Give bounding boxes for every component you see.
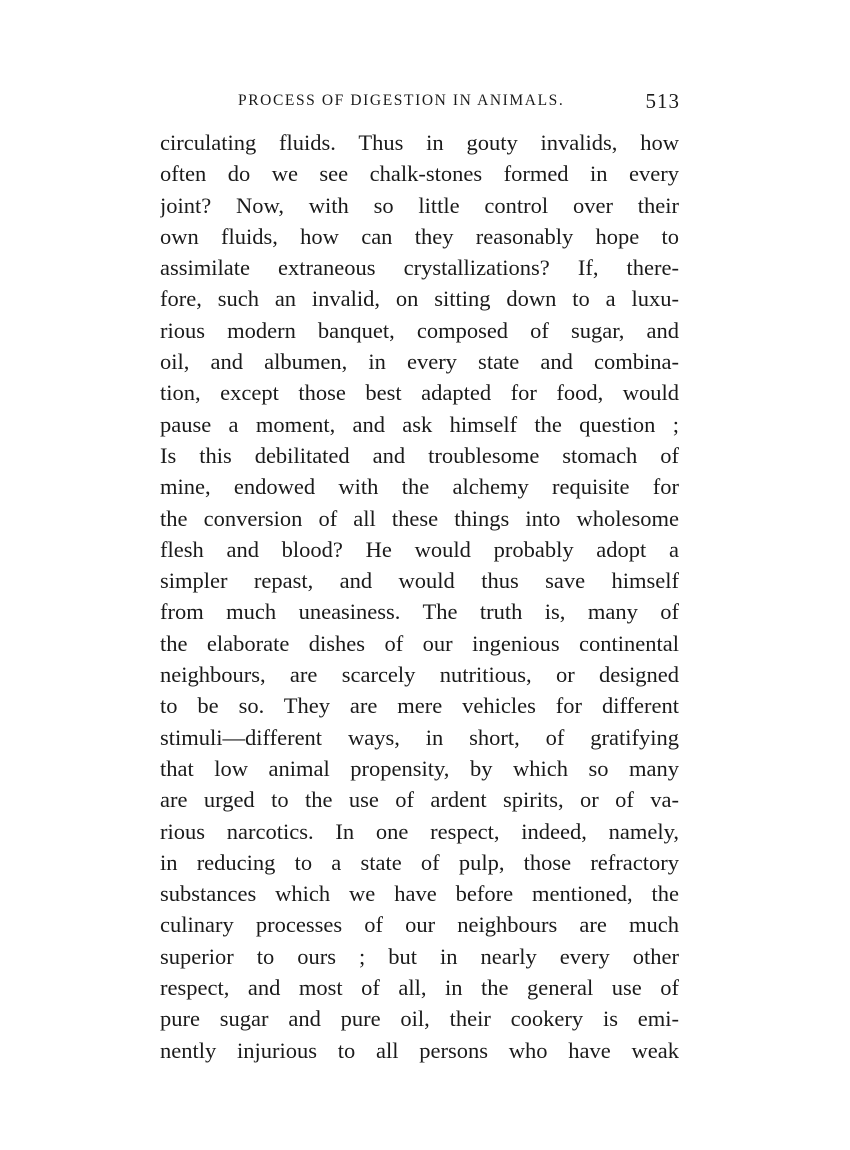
- page-number: 513: [645, 89, 680, 113]
- body-text: [160, 127, 679, 1066]
- text-line: the elaborate dishes of our ingenious continental: [160, 630, 679, 656]
- text-line: joint? Now, with so little control over their: [160, 192, 679, 218]
- text-line: fore, such an invalid, on sitting down to a luxu-: [160, 286, 679, 312]
- text-line: respect, and most of all, in the general use of: [160, 975, 679, 1001]
- text-line: Is this debilitated and troublesome stomach of: [160, 442, 679, 468]
- text-line: culinary processes of our neighbours are much: [160, 912, 679, 938]
- text-line: tion, except those best adapted for food, would: [160, 380, 679, 406]
- text-line: pure sugar and pure oil, their cookery is emi-: [160, 1006, 679, 1032]
- text-line: own fluids, how can they reasonably hope to: [160, 223, 679, 249]
- text-line: neighbours, are scarcely nutritious, or designed: [160, 662, 679, 688]
- text-line: superior to ours ; but in nearly every other: [160, 943, 679, 969]
- text-line: substances which we have before mentioned, the: [160, 881, 679, 907]
- text-line: rious narcotics. In one respect, indeed, namely,: [160, 818, 679, 844]
- text-line: that low animal propensity, by which so many: [160, 755, 679, 781]
- text-line: simpler repast, and would thus save himself: [160, 568, 679, 594]
- text-line: from much uneasiness. The truth is, many of: [160, 599, 679, 625]
- text-line: assimilate extraneous crystallizations? If, there-: [160, 255, 679, 281]
- text-line: often do we see chalk-stones formed in every: [160, 161, 679, 187]
- text-line: stimuli—different ways, in short, of gratifying: [160, 724, 679, 750]
- text-line: rious modern banquet, composed of sugar, and: [160, 317, 679, 343]
- text-line: oil, and albumen, in every state and combina-: [160, 349, 679, 375]
- text-line: flesh and blood? He would probably adopt a: [160, 536, 679, 562]
- running-head: [160, 86, 680, 116]
- text-line: mine, endowed with the alchemy requisite for: [160, 474, 679, 500]
- text-line: nently injurious to all persons who have weak: [160, 1037, 679, 1063]
- text-line: the conversion of all these things into wholesome: [160, 505, 679, 531]
- running-title: PROCESS OF DIGESTION IN ANIMALS.: [238, 92, 565, 109]
- text-line: pause a moment, and ask himself the question ;: [160, 411, 679, 437]
- text-line: circulating fluids. Thus in gouty invalids, how: [160, 130, 679, 155]
- text-line: in reducing to a state of pulp, those refractory: [160, 849, 679, 875]
- text-line: are urged to the use of ardent spirits, or of va-: [160, 787, 679, 813]
- text-line: to be so. They are mere vehicles for different: [160, 693, 679, 719]
